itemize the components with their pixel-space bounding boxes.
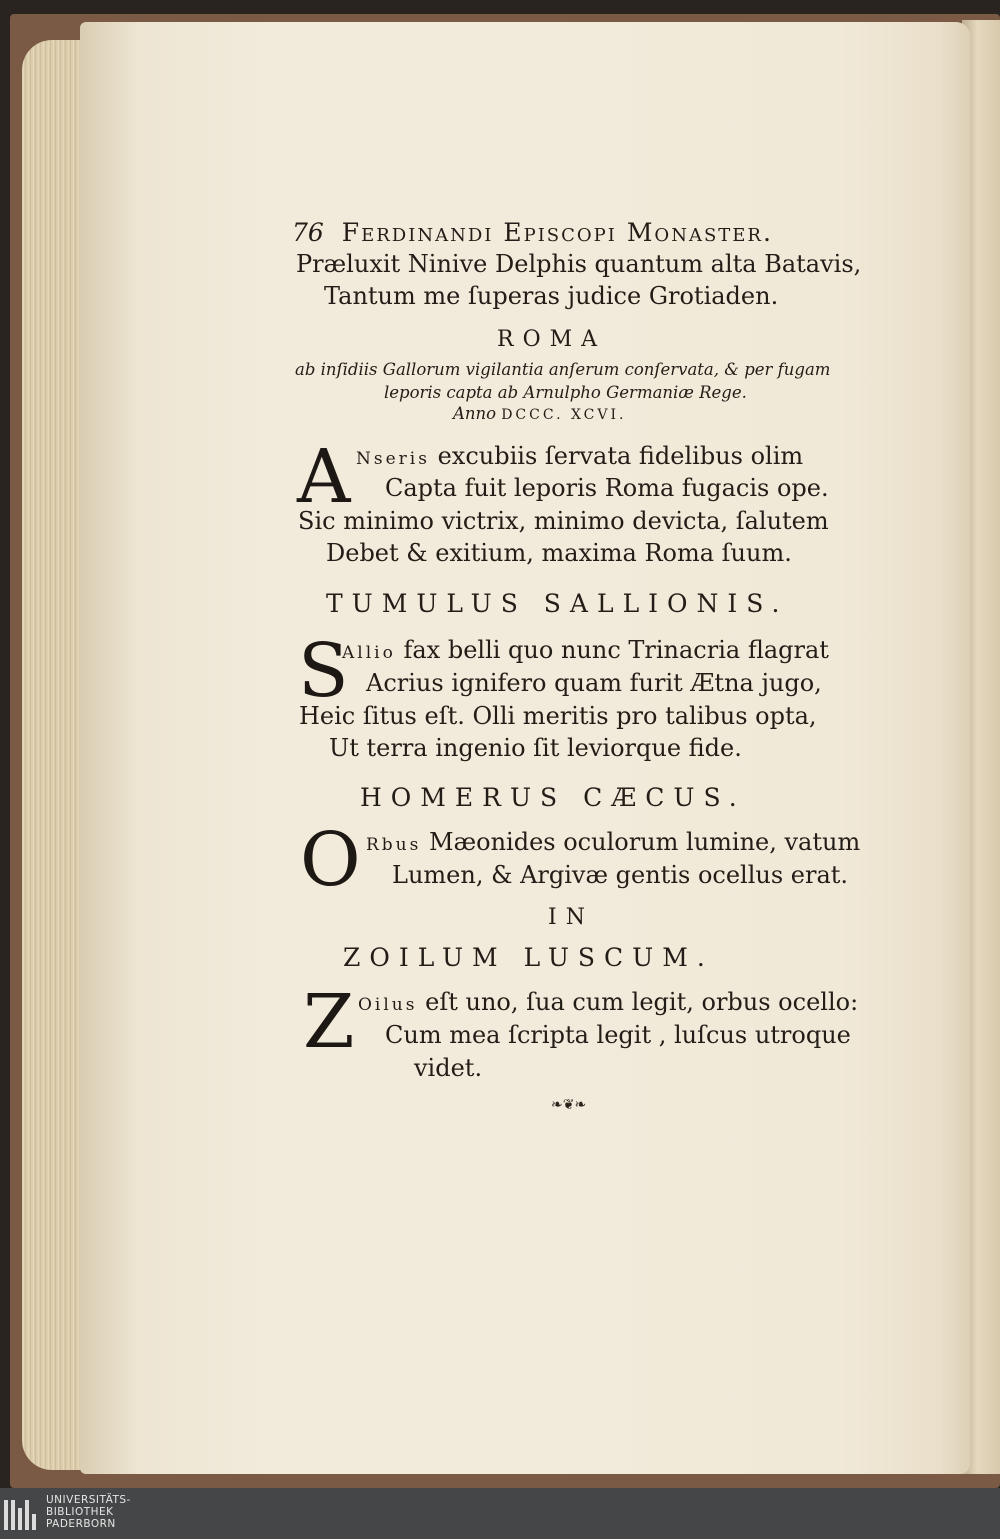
verse-text: eſt uno, ſua cum legit, orbus ocello: (425, 988, 859, 1016)
ornament: ❧❦❧ (551, 1097, 587, 1113)
library-logo-icon (4, 1496, 40, 1530)
poem-date (453, 404, 627, 423)
poem-title: ROMA (497, 327, 607, 352)
running-title: Ferdinandi Episcopi Monaster. (341, 218, 773, 247)
verse-line (366, 828, 860, 856)
verse-line: Sic minimo victrix, minimo devicta, ſalutem (298, 507, 829, 535)
drop-cap: S (298, 628, 349, 714)
verse-line: Tantum me ſuperas judice Grotiaden. (324, 282, 779, 310)
verse-line (356, 442, 803, 470)
verse-line: Capta fuit leporis Roma fugacis ope. (385, 474, 829, 502)
verse-line: Debet & exitium, maxima Roma ſuum. (326, 539, 792, 567)
verse-line: Heic ſitus eſt. Olli meritis pro talibus opta, (299, 702, 817, 730)
poem-subtitle: leporis capta ab Arnulpho Germaniæ Rege. (384, 383, 747, 402)
verse-line (358, 988, 858, 1016)
library-name-line: BIBLIOTHEK (46, 1506, 114, 1518)
drop-cap: A (297, 434, 351, 520)
poem-title: HOMERUS CÆCUS. (360, 783, 746, 812)
library-name (46, 1494, 131, 1530)
drop-cap: O (300, 817, 361, 903)
first-word: Allio (342, 643, 396, 663)
year-label: Anno (453, 404, 497, 423)
running-header (292, 218, 773, 247)
page-number: 76 (292, 218, 324, 247)
verse-line: Cum mea ſcripta legit , luſcus utroque (385, 1021, 851, 1049)
verse-line: Ut terra ingenio ſit leviorque fide. (329, 734, 742, 762)
first-word: Nseris (356, 449, 430, 469)
verse-text: Mæonides oculorum lumine, vatum (429, 828, 861, 856)
library-footer (0, 1488, 1000, 1539)
verse-line: Præluxit Ninive Delphis quantum alta Batavis, (296, 250, 862, 278)
verse-line (342, 636, 829, 664)
drop-cap: Z (303, 979, 355, 1065)
poem-title: TUMULUS SALLIONIS. (326, 589, 789, 618)
verse-line: Lumen, & Argivæ gentis ocellus erat. (392, 861, 849, 889)
library-name-line: PADERBORN (46, 1518, 116, 1530)
first-word: Rbus (366, 835, 422, 855)
poem-title: ZOILUM LUSCUM. (343, 943, 714, 972)
library-name-line: UNIVERSITÄTS- (46, 1494, 131, 1506)
poem-subtitle: ab inſidiis Gallorum vigilantia anſerum conſervata, & per fugam (295, 360, 831, 379)
verse-text: excubiis ſervata fidelibus olim (437, 442, 804, 470)
verse-line: Acrius ignifero quam furit Ætna jugo, (366, 669, 822, 697)
first-word: Oilus (358, 995, 418, 1015)
verse-text: fax belli quo nunc Trinacria flagrat (403, 636, 829, 664)
year-value: DCCC. XCVI. (501, 407, 627, 423)
verse-line: videt. (414, 1054, 483, 1082)
poem-title: IN (548, 905, 594, 930)
